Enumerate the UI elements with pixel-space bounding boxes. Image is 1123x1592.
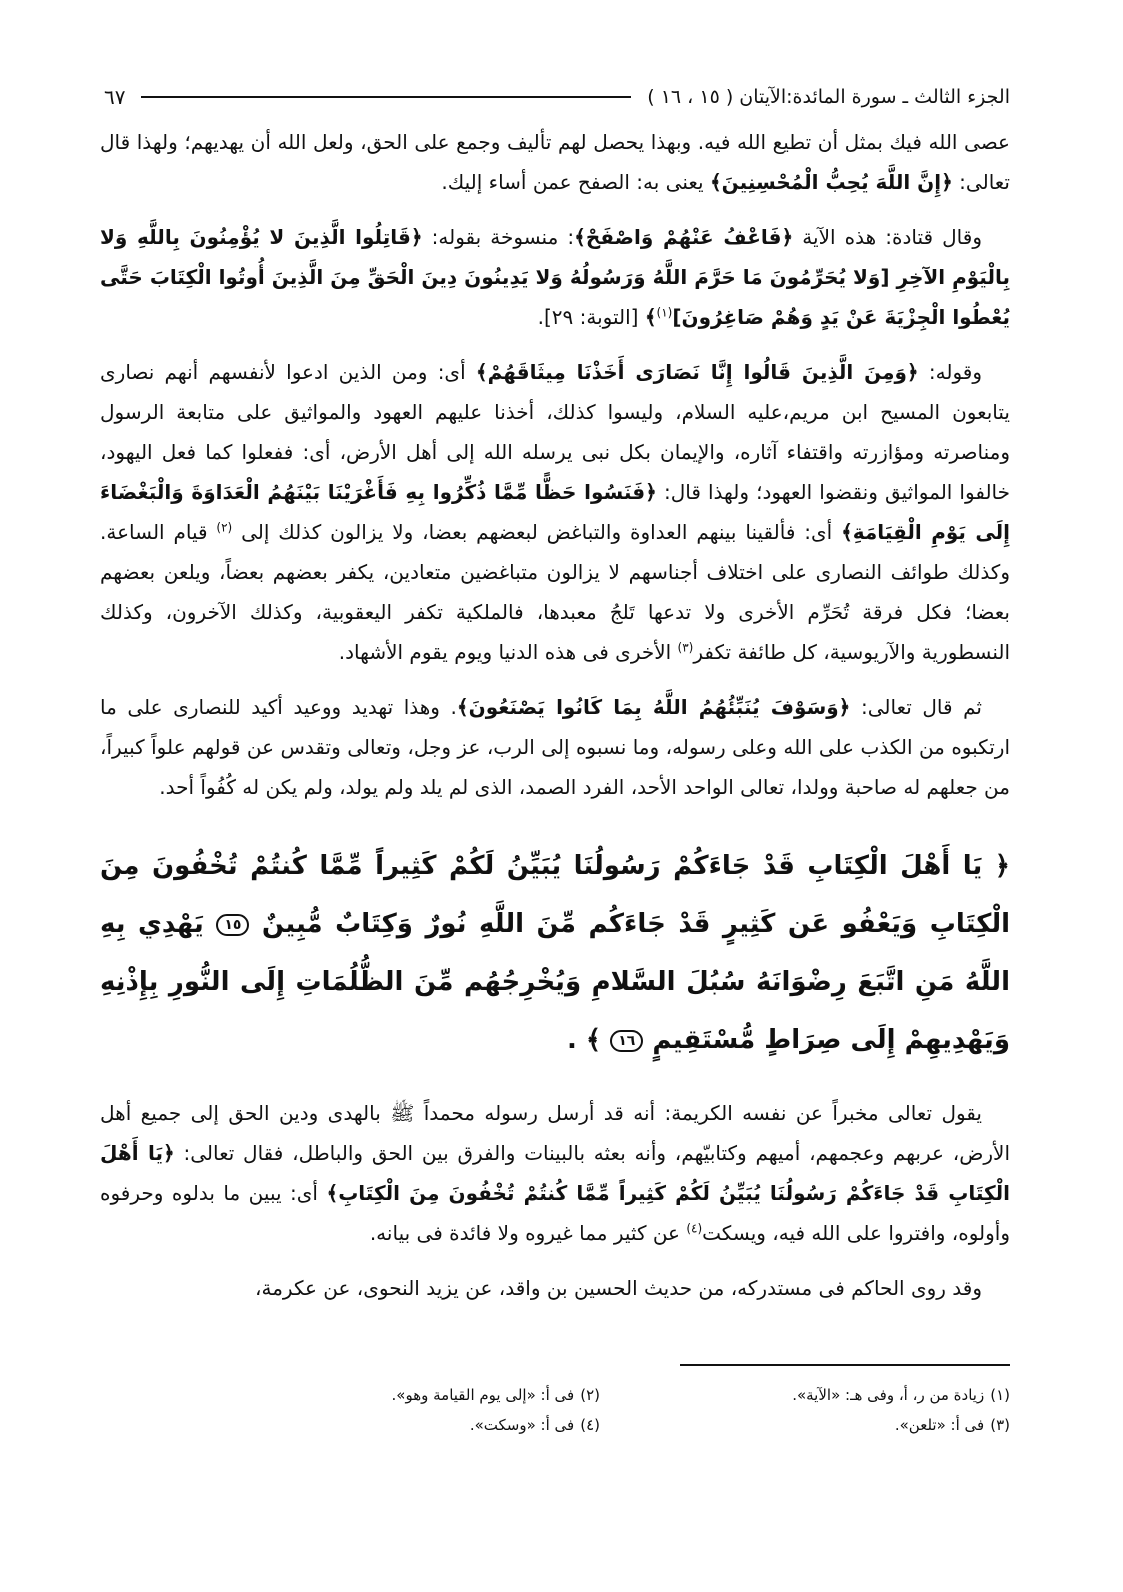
ayah-number-marker: ١٦ [610, 1030, 643, 1052]
text-column [100, 122, 1010, 1440]
footnote [600, 1380, 1010, 1410]
paragraph [100, 687, 1010, 807]
footnote [100, 1410, 600, 1440]
paragraph [100, 1268, 1010, 1308]
body-text: يعنى به: الصفح عمن أساء إليك. [441, 170, 710, 194]
body-text: . وهذا تهديد ووعيد أكيد للنصارى على ما ارتكبوه من الكذب على الله وعلى رسوله، وما نسبوه إلى الرب، عز وجل، وتعالى وتقدس عن قولهم علواً كبيراً، من جعلهم له صاحبة وولدا، تعالى الواحد الأحد، الفرد الصمد، الذى لم يلد ولم يولد، ولم يكن له كُفُواً أحد. [100, 695, 1010, 799]
footnote-list [100, 1380, 1010, 1440]
body-text: أى: يبين ما بدلوه وحرفوه وأولوه، وافتروا على الله فيه، ويسكت [100, 1181, 1010, 1245]
verse-close: ﴾ . [566, 1025, 611, 1055]
footnote-number: (٣) [990, 1416, 1010, 1434]
body-text: وقال قتادة: هذه الآية [793, 225, 982, 249]
paragraph [100, 217, 1010, 337]
footnote-text: فى أ: «وسكت». [469, 1416, 575, 1434]
footnote [100, 1380, 600, 1410]
paragraph [100, 352, 1010, 672]
footnote-number: (٤) [580, 1416, 600, 1434]
body-text: الأخرى فى هذه الدنيا ويوم يقوم الأشهاد. [338, 640, 678, 664]
footnote [600, 1410, 1010, 1440]
quran-verse-block [100, 837, 1010, 1069]
footnote-marker: (١) [656, 305, 673, 320]
body-text: : منسوخة بقوله: [422, 225, 575, 249]
body-text: عصى الله فيك بمثل أن تطيع الله فيه. وبهذا يحصل لهم تأليف وجمع على الحق، ولعل الله أن يهديهم؛ ولهذا قال تعالى: [100, 130, 1010, 194]
body-text: قيام الساعة. وكذلك طوائف النصارى على اختلاف أجناسهم لا يزالون متباغضين متعادين، يكفر بعضهم بعضاً، ويلعن بعضهم بعضا؛ فكل فرقة تُحَرِّم الأخرى ولا تدعها تَلجُ معبدها، فالملكية تكفر اليعقوبية، وكذلك الآخرون، وكذلك النسطورية والآريوسية، كل طائفة تكفر [100, 520, 1010, 664]
body-text: أى: فألقينا بينهم العداوة والتباغض لبعضهم بعضا، ولا يزالون كذلك إلى [232, 520, 842, 544]
verse-text: ﴿ يَا أَهْلَ الْكِتَابِ قَدْ جَاءَكُمْ رَسُولُنَا يُبَيِّنُ لَكُمْ كَثِيراً مِّمَّا كُنتُمْ تُخْفُونَ مِنَ الْكِتَابِ وَيَعْفُو عَن كَثِيرٍ قَدْ جَاءَكُم مِّنَ اللَّهِ نُورٌ وَكِتَابٌ مُّبِينٌ [100, 851, 1010, 939]
quran-quote: ﴿قَاتِلُوا الَّذِينَ لا يُؤْمِنُونَ بِاللَّهِ وَلا بِالْيَوْمِ الآخِرِ [وَلا يُحَرِّمُونَ مَا حَرَّمَ اللَّهُ وَرَسُولُهُ وَلا يَدِينُونَ دِينَ الْحَقِّ مِنَ الَّذِينَ أُوتُوا الْكِتَابَ حَتَّى يُعْطُوا الْجِزْيَةَ عَنْ يَدٍ وَهُمْ صَاغِرُونَ] [100, 225, 1010, 329]
page-number: ٦٧ [104, 85, 126, 109]
footnote-text: زيادة من ر، أ، وفى هـ: «الآية». [792, 1386, 985, 1404]
header-rule [141, 96, 631, 98]
footnote-number: (٢) [580, 1386, 600, 1404]
body-text: وقد روى الحاكم فى مستدركه، من حديث الحسين بن واقد، عن يزيد النحوى، عن عكرمة، [255, 1276, 982, 1300]
quran-quote: ﴿يَا أَهْلَ الْكِتَابِ قَدْ جَاءَكُمْ رَسُولُنَا يُبَيِّنُ لَكُمْ كَثِيراً مِّمَّا كُنتُمْ تُخْفُونَ مِنَ الْكِتَابِ﴾ [100, 1141, 1010, 1205]
body-text: وقوله: [918, 360, 983, 384]
running-title: الجزء الثالث ـ سورة المائدة:الآيتان ( ١٥ ، ١٦ ) [647, 86, 1010, 108]
footnote-number: (١) [990, 1386, 1010, 1404]
footnote-text: فى أ: «تلعن». [894, 1416, 985, 1434]
paragraph [100, 122, 1010, 202]
paragraph [100, 1093, 1010, 1253]
body-text: ثم قال تعالى: [850, 695, 982, 719]
quran-quote: ﴿فَاعْفُ عَنْهُمْ وَاصْفَحْ﴾ [574, 225, 794, 249]
running-header [100, 80, 1010, 114]
footnote-marker: (٢) [216, 520, 233, 535]
body-text: أى: ومن الذين ادعوا لأنفسهم أنهم نصارى يتابعون المسيح ابن مريم،عليه السلام، وليسوا كذلك، أخذنا عليهم العهود والمواثيق على متابعة الرسول ومناصرته ومؤازرته واقتفاء آثاره، والإيمان بكل نبى يرسله الله إلى أهل الأرض، أى: ففعلوا كما فعل اليهود، خالفوا المواثيق ونقضوا العهود؛ ولهذا قال: [100, 360, 1010, 504]
body-text: عن كثير مما غيروه ولا فائدة فى بيانه. [369, 1221, 687, 1245]
footnote-marker: (٤) [686, 1221, 703, 1236]
footnote-text: فى أ: «إلى يوم القيامة وهو». [391, 1386, 575, 1404]
verse-text: يَهْدِي بِهِ اللَّهُ مَنِ اتَّبَعَ رِضْوَانَهُ سُبُلَ السَّلامِ وَيُخْرِجُهُم مِّنَ الظُّلُمَاتِ إِلَى النُّورِ بِإِذْنِهِ وَيَهْدِيهِمْ إِلَى صِرَاطٍ مُّسْتَقِيمٍ [100, 909, 1010, 1055]
quran-quote: ﴿فَنَسُوا حَظًّا مِّمَّا ذُكِّرُوا بِهِ فَأَغْرَيْنَا بَيْنَهُمُ الْعَدَاوَةَ وَالْبَغْضَاءَ إِلَى يَوْمِ الْقِيَامَةِ﴾ [100, 480, 1010, 544]
main-text [100, 122, 1010, 1330]
footnote-marker: (٣) [677, 640, 694, 655]
quran-quote: ﴿وَسَوْفَ يُنَبِّئُهُمُ اللَّهُ بِمَا كَانُوا يَصْنَعُونَ﴾ [456, 695, 851, 719]
quran-quote: ﴿إِنَّ اللَّهَ يُحِبُّ الْمُحْسِنِينَ﴾ [709, 170, 953, 194]
ayah-number-marker: ١٥ [216, 914, 249, 936]
body-text: يقول تعالى مخبراً عن نفسه الكريمة: أنه قد أرسل رسوله محمداً ﷺ بالهدى ودين الحق إلى جميع أهل الأرض، عربهم وعجمهم، أميهم وكتابيّهم، وأنه بعثه بالبينات والفرق بين الحق والباطل، فقال تعالى: [100, 1101, 1010, 1165]
footnote-separator [680, 1364, 1010, 1366]
quran-quote-close: ﴾ [644, 305, 657, 329]
body-text: [التوبة: ٢٩]. [537, 305, 645, 329]
quran-quote: ﴿وَمِنَ الَّذِينَ قَالُوا إِنَّا نَصَارَى أَخَذْنَا مِيثَاقَهُمْ﴾ [475, 360, 919, 384]
footnotes [100, 1364, 1010, 1440]
